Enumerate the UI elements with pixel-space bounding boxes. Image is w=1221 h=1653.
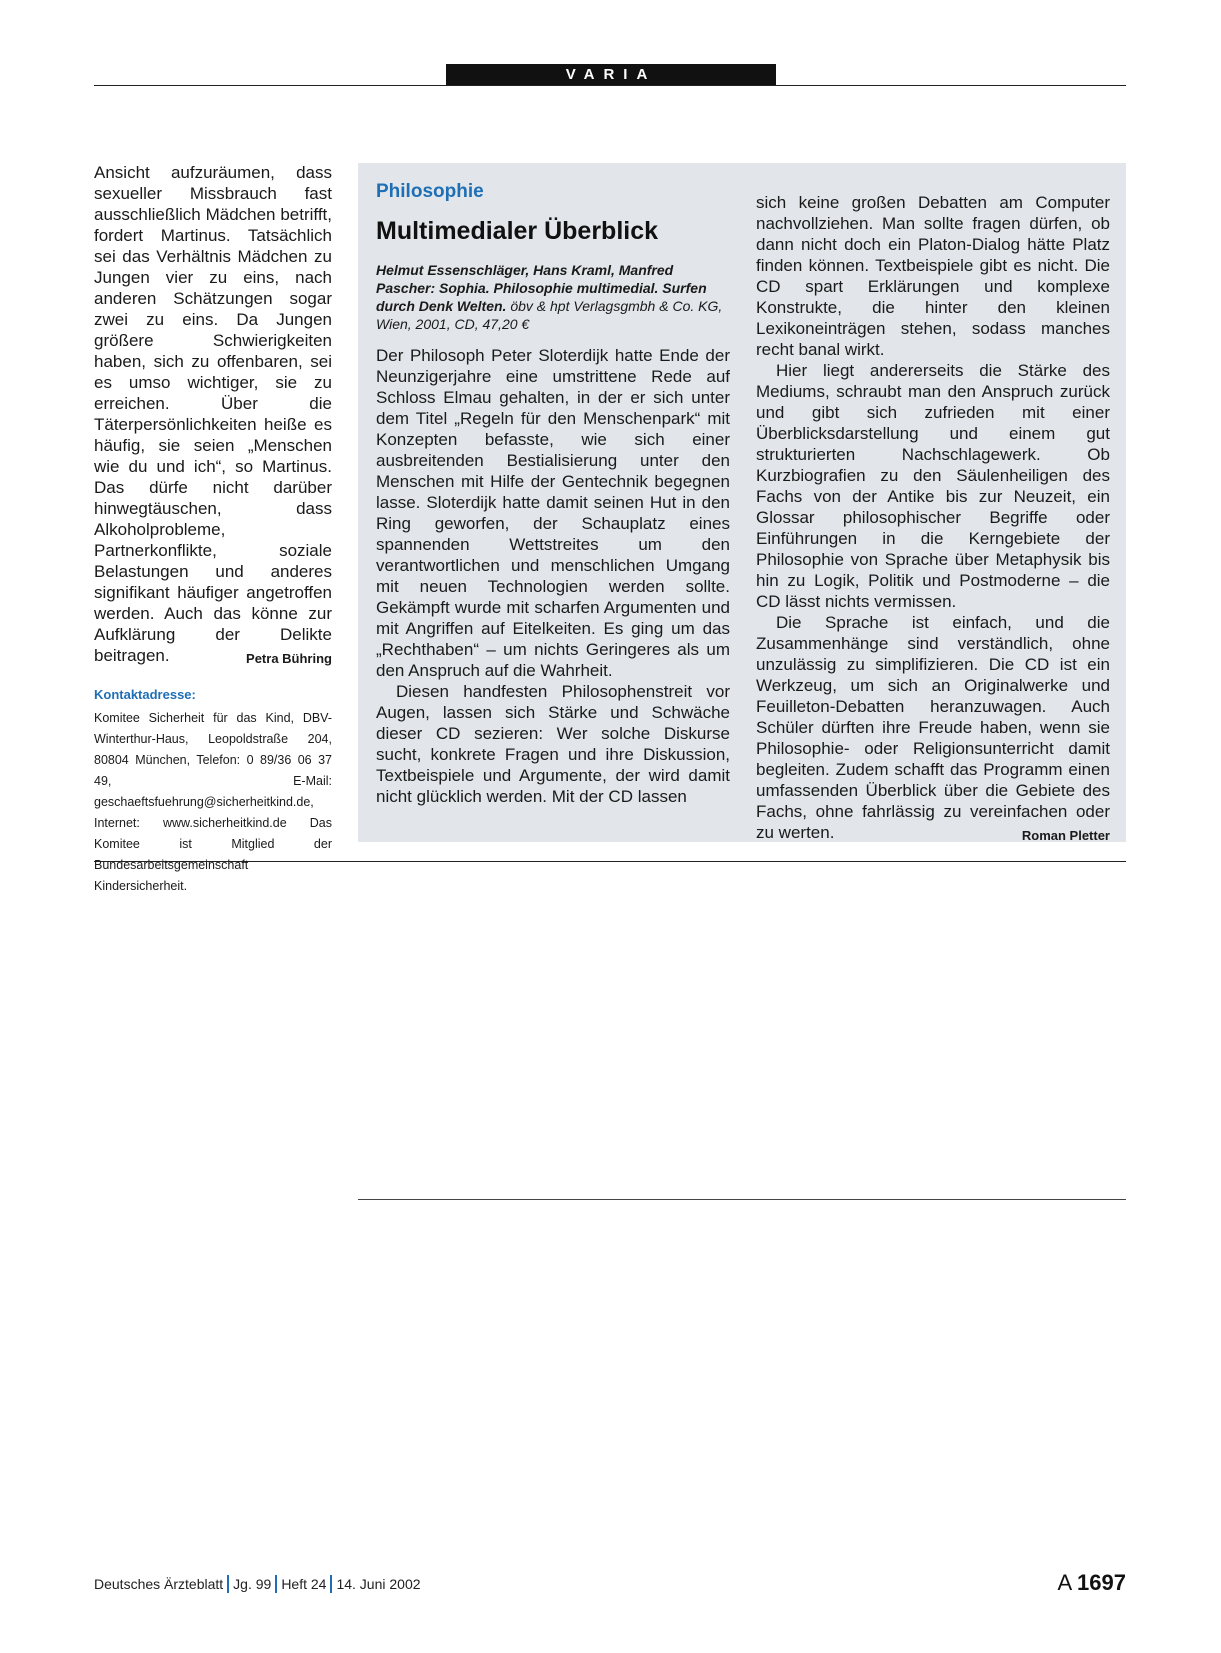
contact-text: Komitee Sicherheit für das Kind, DBV-Winterthur-Haus, Leopoldstraße 204, 80804 München, Telefon: 0 89/36 06 37 49, E-Mail: geschaeftsfuehrung@sicherheitkind.de, Internet: www.sicherheitkind.de Das Komitee ist Mitglied der Bundesarbeitsgemeinschaft Kindersicherheit.: [94, 711, 332, 893]
footer-journal: Deutsches Ärzteblatt: [94, 1576, 224, 1592]
review-kicker: Philosophie: [376, 181, 484, 202]
footer-separator: [330, 1575, 332, 1593]
review-column-1: [376, 181, 730, 807]
review-body-1: [376, 345, 730, 807]
footer-issue: Heft 24: [281, 1576, 327, 1592]
left-column-body: Ansicht aufzuräumen, dass sexueller Missbrauch fast ausschließlich Mädchen betrifft, fordert Martinus. Tatsächlich sei das Verhältnis Mädchen zu Jungen vier zu eins, nach anderen Schätzungen sogar zwei zu eins. Da Jungen größere Schwierigkeiten haben, sich zu offenbaren, sei es umso wichtiger, sie zu erreichen. Über die Täterpersönlichkeiten heiße es häufig, sie seien „Menschen wie du und ich“, so Martinus. Das dürfe nicht darüber hinwegtäuschen, dass Alkoholprobleme, Partnerkonflikte, soziale Belastungen und anderes signifikant häufiger angetroffen werden. Auch das könne zur Aufklärung der Delikte beitragen.: [94, 163, 332, 665]
review-title: Multimedialer Überblick: [376, 217, 659, 245]
contact-heading: Kontaktadresse:: [94, 687, 196, 702]
review-paragraph: Diesen handfesten Philosophenstreit vor Augen, lassen sich Stärke und Schwäche dieser CD sezieren: Wer solche Diskurse sucht, konkrete Fragen und ihre Diskussion, Textbeispiele und Argumente, der wird damit nicht glücklich werden. Mit der CD lassen: [376, 682, 730, 806]
left-column: [94, 162, 332, 669]
biblio-authors-title: Helmut Essenschläger, Hans Kraml, Manfred Pascher: Sophia. Philosophie multimedial. Surfen durch Denk Welten.: [376, 262, 707, 314]
footer-volume: Jg. 99: [233, 1576, 272, 1592]
footer-separator: [227, 1575, 229, 1593]
review-column-2: [756, 192, 1110, 846]
footer-separator: [275, 1575, 277, 1593]
divider-rule: [94, 861, 1126, 862]
left-column-text: [94, 162, 332, 666]
left-author: Petra Bühring: [246, 651, 332, 666]
review-box: [358, 163, 1126, 842]
review-bibliography: [376, 261, 730, 333]
header-rule: [94, 85, 1126, 86]
review-paragraph: Der Philosoph Peter Sloterdijk hatte Ende der Neunzigerjahre eine umstrittene Rede auf Schloss Elmau gehalten, in der er sich unter dem Titel „Regeln für den Menschenpark“ mit Konzepten befasste, wie sich einer ausbreitenden Bestialisierung unter den Menschen mit Hilfe der Gentechnik begegnen lasse. Sloterdijk hatte damit seinen Hut in den Ring geworfen, der Schauplatz eines spannenden Wettstreites um den verantwortlichen und menschlichen Umgang mit neuen Technologien werden sollte. Gekämpft wurde mit scharfen Argumenten und mit Angriffen auf Eitelkeiten. Es ging um das „Rechthaben“ – um nichts Geringeres als um den Anspruch auf die Wahrheit.: [376, 346, 730, 680]
divider-rule-short: [358, 1199, 1126, 1200]
review-paragraph: sich keine großen Debatten am Computer nachvollziehen. Man sollte fragen dürfen, ob dann nicht doch ein Platon-Dialog hätte Platz finden können. Textbeispiele gibt es nicht. Die CD spart Erklärungen und komplexe Konstrukte, die hinter den kleinen Lexikoneinträgen stehen, sodass manches recht banal wirkt.: [756, 193, 1110, 359]
footer: [94, 1575, 421, 1593]
footer-date: 14. Juni 2002: [336, 1576, 421, 1592]
review-paragraph: Hier liegt andererseits die Stärke des Mediums, schraubt man den Anspruch zurück und gibt sich zufrieden mit einer Überblicksdarstellung und einem gut strukturierten Nachschlagewerk. Ob Kurzbiografien zu den Säulenheiligen des Fachs von der Antike bis zur Neuzeit, ein Glossar philosophischer Begriffe oder Einführungen in die Kerngebiete der Philosophie von Sprache über Metaphysik bis hin zu Logik, Politik und Postmoderne – die CD lässt nichts vermissen.: [756, 361, 1110, 611]
page-number: [1057, 1570, 1126, 1596]
review-paragraph-text: Die Sprache ist einfach, und die Zusammenhänge sind verständlich, ohne unzulässig zu simplifizieren. Die CD ist ein Werkzeug, um sich an Originalwerke und Feuilleton-Debatten heranzuwagen. Auch Schüler dürften ihre Freude haben, wenn sie Philosophie- oder Religionsunterricht damit begleiten. Zudem schafft das Programm einen umfassenden Überblick über die Gebiete des Fachs, ohne fahrlässig zu vereinfachen oder zu werten.: [756, 613, 1110, 842]
section-tag: VARIA: [446, 64, 776, 85]
page-prefix: A: [1057, 1570, 1071, 1595]
review-author: Roman Pletter: [1021, 828, 1110, 843]
contact-box: [94, 684, 332, 897]
review-paragraph-last: [756, 612, 1110, 843]
page-number-value: 1697: [1077, 1570, 1126, 1595]
biblio-publisher: öbv & hpt Verlagsgmbh & Co. KG, Wien, 2001, CD, 47,20 €: [376, 298, 723, 332]
